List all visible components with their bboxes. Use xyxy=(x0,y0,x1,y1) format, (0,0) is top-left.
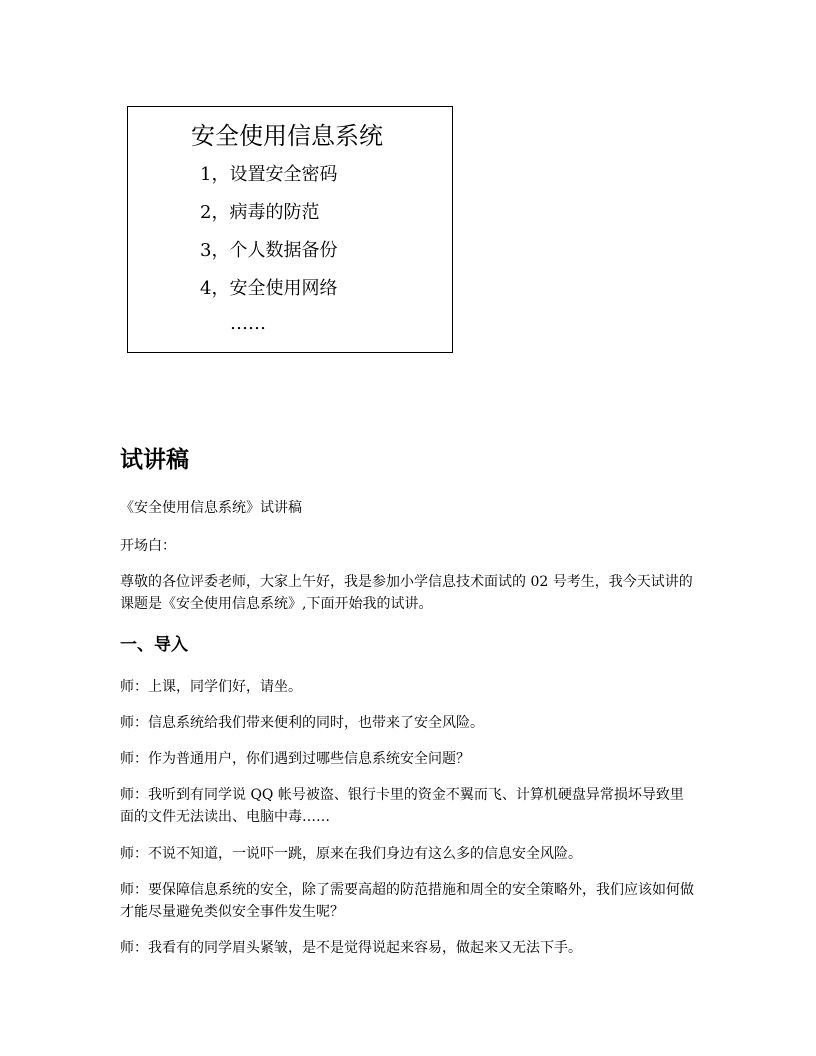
blackboard-design-box xyxy=(127,106,453,353)
paragraph: 师：不说不知道，一说吓一跳，原来在我们身边有这么多的信息安全风险。 xyxy=(120,846,582,862)
section-heading-intro: 一、导入 xyxy=(120,635,188,655)
opening-label: 开场白： xyxy=(120,538,176,554)
board-title: 安全使用信息系统 xyxy=(191,122,383,150)
paragraph: 师：我听到有同学说 QQ 帐号被盗、银行卡里的资金不翼而飞、计算机硬盘异常损坏导致里面的文件无法读出、电脑中毒…… xyxy=(120,787,684,825)
paragraph: 师：信息系统给我们带来便利的同时，也带来了安全风险。 xyxy=(120,715,484,731)
paragraph: 师：要保障信息系统的安全，除了需要高超的防范措施和周全的安全策略外，我们应该如何做才能尽量避免类似安全事件发生呢？ xyxy=(120,882,694,920)
board-item-4: 4，安全使用网络 xyxy=(200,278,338,299)
paragraph: 师：作为普通用户，你们遇到过哪些信息系统安全问题？ xyxy=(120,751,470,767)
board-item-3: 3，个人数据备份 xyxy=(200,240,338,261)
board-item-1: 1，设置安全密码 xyxy=(200,164,338,185)
document-title-line: 《安全使用信息系统》试讲稿 xyxy=(120,500,302,516)
board-ellipsis: …… xyxy=(230,313,266,334)
paragraph: 师：上课，同学们好，请坐。 xyxy=(120,679,302,695)
opening-paragraph: 尊敬的各位评委老师，大家上午好，我是参加小学信息技术面试的 02 号考生，我今天试讲的课题是《安全使用信息系统》,下面开始我的试讲。 xyxy=(120,574,693,612)
document-heading: 试讲稿 xyxy=(120,447,189,473)
board-item-2: 2，病毒的防范 xyxy=(200,202,320,223)
paragraph: 师：我看有的同学眉头紧皱，是不是觉得说起来容易，做起来又无法下手。 xyxy=(120,940,582,956)
